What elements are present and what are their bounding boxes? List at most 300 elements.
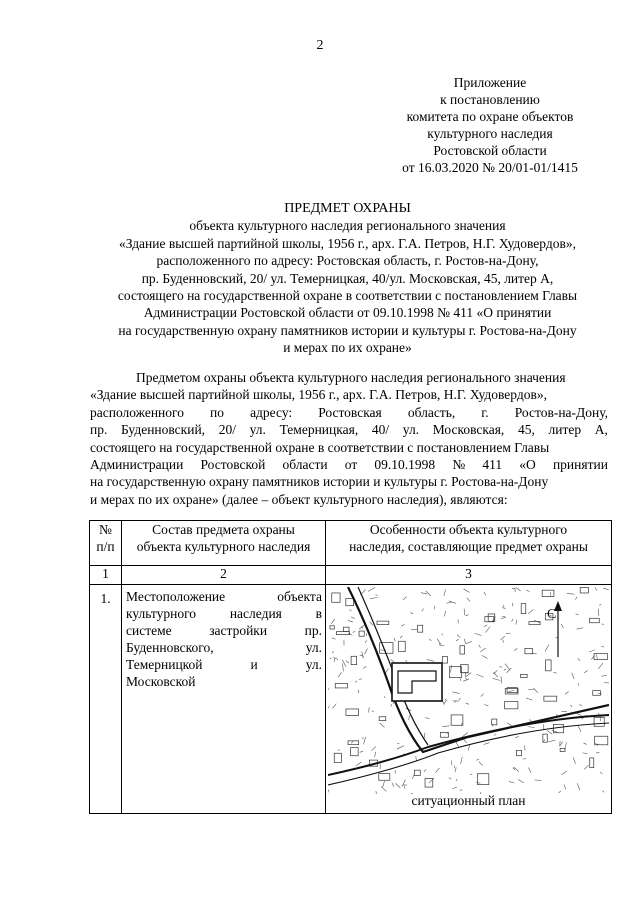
header-text: объекта культурного наследия	[136, 539, 311, 554]
header-cell-features	[326, 521, 612, 566]
word: ул.	[305, 640, 322, 655]
map-hatch	[437, 639, 441, 645]
map-hatch	[554, 672, 557, 673]
map-hatch	[454, 702, 457, 703]
map-building	[525, 648, 532, 653]
map-hatch	[518, 779, 523, 783]
map-hatch	[596, 654, 597, 659]
map-building	[351, 748, 359, 756]
map-hatch	[409, 715, 410, 720]
title-line: пр. Буденновский, 20/ ул. Темерницкая, 40/ул. Московская, 45, литер А,	[141, 270, 554, 286]
map-hatch	[363, 666, 366, 668]
map-hatch	[545, 645, 549, 652]
column-number: 2	[122, 566, 326, 585]
map-hatch	[599, 604, 601, 605]
map-building	[545, 660, 551, 671]
map-hatch	[516, 620, 517, 625]
map-hatch	[333, 651, 334, 653]
map-building	[442, 657, 447, 664]
row-description	[122, 585, 326, 814]
map-hatch	[476, 674, 483, 677]
map-hatch	[578, 683, 579, 685]
map-hatch	[422, 609, 424, 612]
page-number: 2	[316, 38, 324, 53]
map-hatch	[567, 593, 575, 594]
map-building	[544, 696, 557, 701]
map-hatch	[596, 752, 599, 753]
map-hatch	[406, 660, 408, 663]
map-hatch	[509, 781, 515, 783]
map-hatch	[534, 689, 538, 693]
map-hatch	[333, 704, 337, 709]
map-building	[379, 774, 390, 781]
word: ул.	[402, 422, 420, 438]
map-building	[346, 709, 359, 715]
map-building	[332, 593, 340, 602]
map-hatch	[578, 726, 581, 732]
appendix-line: культурного наследия	[427, 126, 553, 141]
map-hatch	[397, 746, 404, 749]
map-hatch	[445, 699, 447, 701]
word: принятии	[552, 457, 608, 473]
map-building	[346, 599, 354, 606]
map-hatch	[421, 593, 427, 594]
word: ул.	[305, 657, 322, 672]
map-building	[351, 656, 357, 664]
map-hatch	[444, 589, 446, 596]
map-hatch	[595, 587, 597, 590]
map-hatch	[583, 753, 588, 754]
map-texture	[328, 587, 609, 794]
map-hatch	[578, 658, 580, 660]
map-hatch	[392, 783, 394, 787]
map-hatch	[457, 635, 460, 638]
word: 411	[482, 457, 503, 473]
map-building	[377, 621, 389, 624]
map-building	[521, 604, 526, 614]
table-row	[90, 585, 612, 814]
map-hatch	[401, 624, 404, 626]
map-building	[505, 701, 518, 708]
word: 09.10.1998	[374, 457, 436, 473]
header-cell-composition	[122, 521, 326, 566]
intro-line: на государственную охрану памятников истории и культуры г. Ростова-на-Дону	[90, 474, 549, 490]
word: пр.	[90, 422, 108, 438]
map-hatch	[355, 681, 357, 683]
intro-line	[90, 456, 608, 473]
map-hatch	[514, 648, 517, 650]
map-building	[542, 590, 554, 596]
map-caption: ситуационный план	[411, 793, 526, 808]
map-hatch	[476, 759, 479, 760]
map-hatch	[444, 701, 446, 704]
word: Буденновского,	[126, 640, 214, 655]
map-hatch	[460, 790, 463, 791]
map-hatch	[598, 663, 603, 669]
appendix-line: Приложение	[453, 75, 527, 90]
map-hatch	[577, 783, 580, 790]
map-hatch	[353, 631, 355, 633]
map-hatch	[380, 723, 385, 727]
map-hatch	[343, 663, 344, 671]
map-hatch	[501, 617, 506, 618]
map-hatch	[444, 611, 445, 617]
map-hatch	[460, 678, 461, 681]
title-line: Администрации Ростовской области от 09.10.1998 № 411 «О принятии	[143, 305, 552, 321]
title-line: состоящего на государственной охране в соответствии с постановлением Главы	[117, 288, 578, 304]
map-hatch	[358, 690, 359, 693]
map-hatch	[528, 726, 535, 727]
appendix-line: Ростовской области	[433, 143, 547, 158]
title-line: и мерах по их охране»	[283, 340, 412, 356]
word: Администрации	[90, 457, 184, 473]
word: г.	[481, 404, 489, 420]
map-hatch	[481, 694, 484, 697]
word: Темерницкая,	[279, 422, 359, 438]
map-hatch	[412, 775, 413, 779]
map-hatch	[426, 591, 431, 596]
map-building	[594, 717, 604, 726]
map-hatch	[463, 589, 469, 593]
intro-line	[90, 404, 608, 421]
map-hatch	[435, 768, 439, 773]
map-hatch	[528, 689, 535, 690]
word: Ростов-на-Дону,	[514, 404, 608, 420]
map-hatch	[332, 638, 336, 639]
word: 40/	[371, 422, 390, 438]
word: ул.	[249, 422, 266, 438]
map-hatch	[464, 609, 465, 616]
map-hatch	[467, 598, 470, 602]
header-text: №	[99, 522, 112, 537]
intro-line: «Здание высшей партийной школы, 1956 г., арх. Г.А. Петров, Н.Г. Худовердов»,	[90, 387, 547, 403]
map-hatch	[508, 690, 514, 692]
map-hatch	[465, 615, 468, 616]
map-hatch	[362, 738, 364, 739]
map-hatch	[394, 638, 395, 641]
map-building	[492, 719, 497, 725]
map-hatch	[479, 645, 481, 648]
map-hatch	[493, 678, 501, 680]
map-hatch	[391, 704, 392, 707]
map-hatch	[365, 648, 368, 654]
map-hatch	[331, 619, 335, 624]
appendix-line: комитета по охране объектов	[406, 109, 574, 124]
heritage-building-outline	[392, 663, 442, 701]
intro-line: и мерах по их охране» (далее – объект культурного наследия), являются:	[90, 491, 508, 507]
map-hatch	[583, 743, 586, 745]
map-hatch	[330, 657, 331, 659]
map-hatch	[562, 771, 567, 775]
map-hatch	[402, 780, 405, 787]
map-hatch	[500, 636, 505, 640]
map-building	[521, 674, 528, 677]
map-hatch	[475, 633, 482, 635]
map-hatch	[375, 752, 376, 757]
map-hatch	[338, 672, 341, 677]
word: по	[210, 404, 225, 420]
map-cell	[326, 585, 612, 814]
map-hatch	[564, 784, 565, 789]
map-building	[414, 770, 420, 775]
map-hatch	[503, 640, 504, 643]
intro-line: состоящего на государственной охране в соответствии с постановлением Главы	[90, 439, 550, 455]
word: 20/	[218, 422, 236, 438]
map-hatch	[359, 624, 365, 629]
map-hatch	[368, 588, 375, 592]
word: Московская,	[432, 422, 505, 438]
map-hatch	[365, 640, 367, 642]
map-building	[335, 683, 347, 688]
map-hatch	[602, 624, 604, 625]
word: области	[282, 457, 328, 473]
map-hatch	[526, 698, 532, 700]
row-number: 1.	[90, 585, 122, 814]
map-building	[595, 736, 608, 745]
map-hatch	[397, 743, 399, 744]
intro-line	[90, 421, 608, 438]
map-hatch	[370, 622, 373, 626]
map-hatch	[456, 779, 457, 781]
map-hatch	[396, 783, 401, 787]
map-hatch	[565, 692, 569, 695]
map-hatch	[548, 740, 556, 742]
map-hatch	[495, 734, 496, 736]
map-hatch	[369, 707, 370, 712]
map-building	[594, 654, 607, 660]
header-cell-number	[90, 521, 122, 566]
map-hatch	[360, 751, 363, 752]
map-hatch	[504, 669, 506, 670]
map-hatch	[579, 705, 582, 706]
word: пр.	[304, 623, 322, 638]
map-hatch	[362, 651, 364, 658]
table-header-row	[90, 521, 612, 566]
map-hatch	[516, 588, 521, 591]
map-building	[516, 750, 521, 755]
desc-line	[126, 622, 322, 639]
map-hatch	[391, 659, 394, 661]
map-hatch	[466, 641, 472, 643]
map-hatch	[570, 705, 572, 707]
header-text: Особенности объекта культурного	[369, 522, 568, 537]
column-number: 1	[90, 566, 122, 585]
word: культурного	[126, 606, 197, 621]
map-hatch	[356, 762, 362, 766]
map-hatch	[507, 723, 513, 727]
word: Ростовской	[200, 457, 266, 473]
word: и	[250, 657, 258, 672]
map-hatch	[600, 772, 602, 774]
map-hatch	[502, 608, 506, 609]
map-building	[418, 625, 423, 632]
map-building	[593, 691, 601, 696]
map-hatch	[484, 743, 490, 745]
map-hatch	[575, 597, 577, 600]
header-text: п/п	[96, 539, 115, 554]
map-hatch	[485, 627, 490, 633]
map-hatch	[442, 633, 443, 635]
word: объекта	[277, 589, 322, 604]
map-building	[336, 632, 349, 635]
desc-line	[126, 588, 322, 605]
map-building	[590, 758, 594, 768]
map-hatch	[456, 639, 459, 641]
map-hatch	[453, 692, 460, 694]
map-hatch	[348, 620, 353, 622]
map-hatch	[572, 673, 574, 679]
map-hatch	[534, 780, 541, 781]
map-building	[590, 618, 600, 622]
map-hatch	[424, 769, 426, 772]
map-hatch	[351, 617, 355, 619]
map-hatch	[528, 609, 533, 613]
map-hatch	[439, 643, 440, 645]
map-building	[348, 741, 359, 745]
map-hatch	[403, 597, 407, 600]
map-hatch	[372, 711, 374, 712]
map-building	[359, 631, 364, 636]
word: системе	[126, 623, 172, 638]
word: в	[315, 606, 322, 621]
map-hatch	[482, 655, 488, 658]
map-hatch	[526, 590, 530, 592]
main-road	[348, 587, 609, 752]
map-hatch	[346, 661, 349, 664]
map-hatch	[466, 703, 469, 704]
map-hatch	[584, 765, 588, 769]
map-hatch	[484, 625, 487, 627]
word: Ростовская	[318, 404, 382, 420]
map-hatch	[573, 757, 575, 763]
map-hatch	[349, 610, 351, 611]
map-hatch	[484, 704, 488, 706]
map-building	[380, 643, 393, 654]
map-hatch	[410, 613, 413, 614]
column-number-row	[90, 566, 612, 585]
map-hatch	[577, 628, 583, 629]
map-building	[460, 646, 465, 654]
map-hatch	[552, 730, 558, 732]
desc-line	[126, 639, 322, 656]
map-hatch	[503, 605, 504, 608]
word: от	[344, 457, 358, 473]
map-hatch	[484, 592, 486, 596]
map-hatch	[427, 659, 434, 661]
map-building	[399, 641, 406, 651]
title-line: расположенного по адресу: Ростовская область, г. Ростов-на-Дону,	[156, 253, 539, 269]
map-building	[451, 715, 463, 725]
map-hatch	[584, 671, 588, 673]
map-hatch	[459, 698, 460, 700]
header-text: наследия, составляющие предмет охраны	[349, 539, 588, 554]
map-hatch	[515, 737, 519, 738]
word: область,	[407, 404, 456, 420]
appendix-header	[380, 74, 600, 176]
map-hatch	[476, 782, 480, 783]
map-hatch	[480, 648, 485, 652]
word: А,	[594, 422, 608, 438]
map-hatch	[425, 718, 429, 719]
word: №	[452, 457, 466, 473]
map-building	[334, 753, 341, 762]
map-hatch	[453, 787, 457, 789]
north-label: С	[547, 607, 557, 622]
map-hatch	[360, 655, 364, 656]
map-hatch	[601, 646, 604, 647]
map-hatch	[384, 696, 385, 698]
protection-subject-table	[89, 520, 612, 814]
intro-line: Предметом охраны объекта культурного наследия регионального значения	[136, 370, 566, 385]
map-hatch	[479, 762, 483, 766]
map-hatch	[400, 636, 402, 638]
word: Московской	[126, 674, 196, 689]
map-hatch	[512, 619, 514, 622]
map-hatch	[603, 588, 609, 590]
situation-map	[328, 587, 609, 794]
map-hatch	[442, 726, 449, 727]
map-hatch	[561, 624, 563, 628]
header-text: Состав предмета охраны	[152, 522, 295, 537]
map-hatch	[543, 739, 545, 741]
title-line: на государственную охрану памятников истории и культуры г. Ростова-на-Дону	[118, 322, 577, 338]
desc-line	[126, 605, 322, 622]
map-hatch	[375, 595, 377, 596]
map-hatch	[576, 614, 579, 615]
title-line: объекта культурного наследия регионального значения	[189, 218, 506, 234]
map-hatch	[334, 658, 335, 662]
road-lower-2	[328, 723, 609, 785]
map-hatch	[601, 675, 606, 676]
appendix-line: от 16.03.2020 № 20/01-01/1415	[402, 160, 578, 175]
map-hatch	[429, 639, 431, 641]
map-hatch	[461, 757, 463, 764]
desc-line	[126, 656, 322, 673]
map-hatch	[381, 786, 387, 791]
map-building	[379, 717, 386, 721]
word: Местоположение	[126, 589, 226, 604]
map-hatch	[589, 650, 595, 652]
word: застройки	[209, 623, 268, 638]
title-line: «Здание высшей партийной школы, 1956 г., арх. Г.А. Петров, Н.Г. Худовердов»,	[119, 235, 576, 251]
appendix-line: к постановлению	[440, 92, 540, 107]
column-number: 3	[326, 566, 612, 585]
map-building	[580, 587, 588, 592]
word: «О	[519, 457, 536, 473]
map-hatch	[499, 667, 502, 668]
map-hatch	[464, 639, 466, 644]
map-hatch	[328, 707, 329, 711]
intro-paragraph	[90, 369, 608, 508]
map-hatch	[451, 665, 452, 672]
map-hatch	[334, 657, 339, 659]
map-hatch	[383, 781, 385, 787]
map-hatch	[451, 761, 452, 766]
document-title	[75, 200, 620, 357]
map-building	[330, 626, 334, 629]
word: литер	[548, 422, 582, 438]
map-hatch	[547, 730, 552, 734]
word: Темерницкой	[126, 657, 203, 672]
title-main: ПРЕДМЕТ ОХРАНЫ	[284, 201, 411, 216]
desc-line	[126, 673, 322, 690]
word: Буденновский,	[121, 422, 206, 438]
word: 45,	[517, 422, 535, 438]
map-building	[560, 748, 565, 751]
map-hatch	[501, 676, 502, 683]
map-hatch	[372, 746, 376, 750]
map-hatch	[370, 597, 378, 598]
